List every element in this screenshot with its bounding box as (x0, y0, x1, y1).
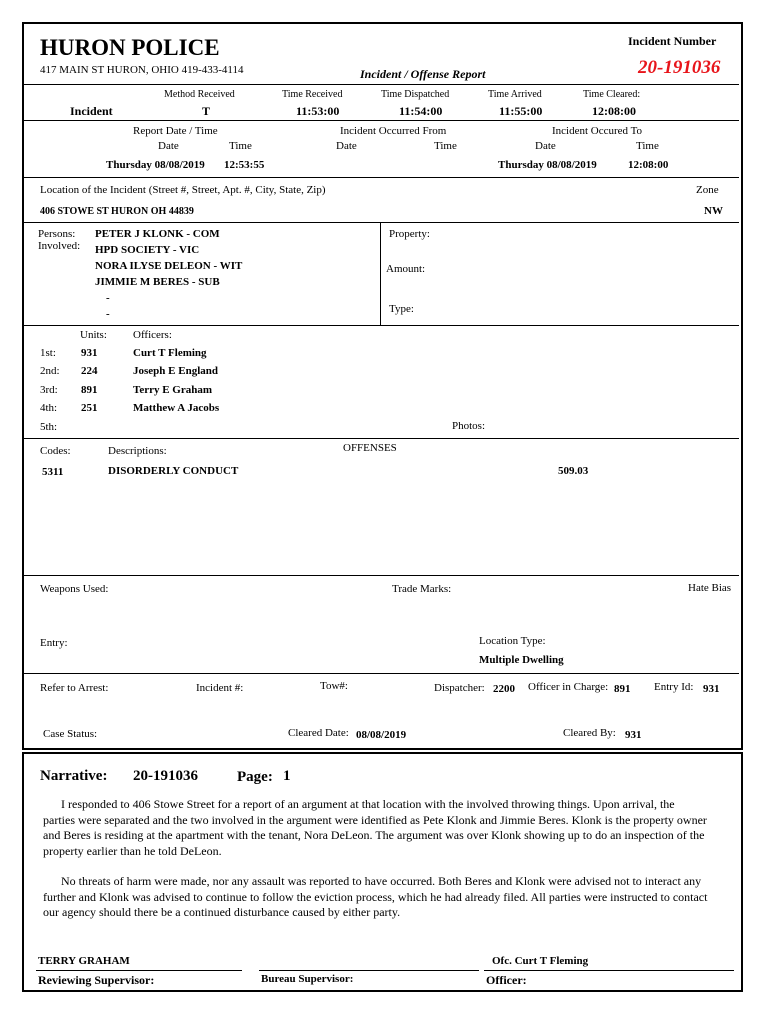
report-time: 12:53:55 (224, 159, 265, 171)
unit-number: 891 (81, 384, 98, 396)
agency-address: 417 MAIN ST HURON, OHIO 419-433-4114 (40, 64, 244, 76)
cleared-date-label: Cleared Date: (288, 727, 349, 739)
hate-bias-label: Hate Bias (688, 582, 732, 594)
to-date-col: Date (535, 140, 556, 152)
occurred-to-label: Incident Occured To (552, 125, 643, 137)
refer-to-arrest-label: Refer to Arrest: (40, 682, 109, 694)
offense-statute: 509.03 (558, 465, 589, 477)
to-date: Thursday 08/08/2019 (498, 159, 597, 171)
reviewing-supervisor-name: TERRY GRAHAM (38, 955, 130, 967)
time-received: 11:53:00 (296, 104, 340, 118)
unit-ordinal: 1st: (40, 347, 56, 359)
dispatcher-label: Dispatcher: (434, 682, 485, 694)
page-label: Page: (237, 769, 273, 785)
person-item: HPD SOCIETY - VIC (95, 244, 200, 256)
officer-name: Joseph E England (133, 365, 218, 377)
narrative-frame (22, 752, 743, 992)
report-date: Thursday 08/08/2019 (106, 159, 205, 171)
involved-label: Involved: (38, 240, 81, 252)
time-cleared: 12:08:00 (592, 104, 636, 118)
occurred-from-label: Incident Occurred From (340, 125, 447, 137)
offenses-title: OFFENSES (343, 442, 397, 454)
unit-ordinal: 5th: (40, 421, 58, 433)
person-item: JIMMIE M BERES - SUB (95, 276, 220, 288)
unit-number: 931 (81, 347, 98, 359)
officer-signature-name: Ofc. Curt T Fleming (492, 955, 589, 967)
officer-in-charge-value: 891 (614, 683, 631, 695)
descriptions-label: Descriptions: (108, 445, 167, 457)
report-date-label: Report Date / Time (133, 125, 218, 137)
photos-label: Photos: (452, 420, 486, 432)
officer-name: Terry E Graham (133, 384, 213, 396)
tow-label: Tow#: (320, 680, 348, 692)
narrative-paragraph: No threats of harm were made, nor any assault was reported to have occurred. Both Beres and Klonk were advised not to interact any further and Klonk was advised to continue to follow the eviction process, which he had already filed. All parties were instructed to contact our agency should there be a continued disturbance caused by either party. (43, 874, 708, 919)
dispatcher-value: 2200 (493, 683, 515, 695)
page-number: 1 (283, 768, 291, 784)
zone-label: Zone (696, 184, 719, 196)
to-time-col: Time (636, 140, 659, 152)
method-received: T (202, 104, 211, 118)
property-label: Property: (389, 228, 430, 240)
location-type: Multiple Dwelling (479, 654, 564, 666)
person-item: - (106, 308, 110, 320)
entry-id-value: 931 (703, 683, 720, 695)
officer-name: Matthew A Jacobs (133, 402, 220, 414)
entry-id-label: Entry Id: (654, 681, 694, 693)
narrative-number: 20-191036 (133, 768, 198, 784)
weapons-label: Weapons Used: (40, 583, 109, 595)
report-type: Incident / Offense Report (360, 67, 486, 81)
incident-number: 20-191036 (638, 57, 721, 78)
location-label: Location of the Incident (Street #, Street, Apt. #, City, State, Zip) (40, 184, 326, 196)
time-received-label: Time Received (282, 89, 343, 100)
time-cleared-label: Time Cleared: (583, 89, 641, 100)
codes-label: Codes: (40, 445, 71, 457)
time-arrived-label: Time Arrived (488, 89, 542, 100)
incident-no-label: Incident #: (196, 682, 244, 694)
amount-label: Amount: (386, 263, 426, 275)
unit-number: 224 (81, 365, 98, 377)
type-label: Type: (389, 303, 414, 315)
from-date-col: Date (336, 140, 357, 152)
incident-row-label: Incident (70, 104, 113, 118)
person-item: PETER J KLONK - COM (95, 228, 220, 240)
person-item: NORA ILYSE DELEON - WIT (95, 260, 243, 272)
cleared-by-value: 931 (625, 729, 642, 741)
narrative-label: Narrative: (40, 768, 108, 784)
unit-ordinal: 2nd: (40, 365, 60, 377)
report-time-col: Time (229, 140, 252, 152)
entry-label: Entry: (40, 637, 68, 649)
unit-ordinal: 3rd: (40, 384, 58, 396)
location-type-label: Location Type: (479, 635, 546, 647)
bureau-supervisor-label: Bureau Supervisor: (261, 973, 354, 985)
officers-label: Officers: (133, 329, 172, 341)
location-value: 406 STOWE ST HURON OH 44839 (40, 206, 194, 217)
reviewing-supervisor-label: Reviewing Supervisor: (38, 973, 155, 987)
person-item: - (106, 292, 110, 304)
trade-marks-label: Trade Marks: (392, 583, 452, 595)
to-time: 12:08:00 (628, 159, 669, 171)
narrative-paragraph: I responded to 406 Stowe Street for a report of an argument at that location with the involved throwing things. Upon arrival, the parties were separated and the two involved in the argument were identified as Pete Klonk and Jimmie Beres. Klonk is the property owner and Beres is residing at the apartment with the tenant, Nora DeLeon. The argument was over Klonk showing up to do an inspection of the property earlier than he told DeLeon. (43, 797, 707, 858)
zone-value: NW (704, 205, 723, 217)
agency-name: HURON POLICE (40, 35, 220, 60)
units-label: Units: (80, 329, 107, 341)
unit-ordinal: 4th: (40, 402, 58, 414)
unit-number: 251 (81, 402, 98, 414)
incident-number-label: Incident Number (628, 34, 717, 48)
time-dispatched-label: Time Dispatched (381, 89, 450, 100)
offense-description: DISORDERLY CONDUCT (108, 465, 239, 477)
officer-name: Curt T Fleming (133, 347, 207, 359)
case-status-label: Case Status: (43, 728, 98, 740)
offense-code: 5311 (42, 466, 64, 478)
time-arrived: 11:55:00 (499, 104, 543, 118)
officer-signature-label: Officer: (486, 973, 527, 987)
report-date-col: Date (158, 140, 179, 152)
cleared-date-value: 08/08/2019 (356, 729, 407, 741)
from-time-col: Time (434, 140, 457, 152)
method-received-label: Method Received (164, 89, 235, 100)
persons-label: Persons: (38, 228, 76, 240)
cleared-by-label: Cleared By: (563, 727, 616, 739)
time-dispatched: 11:54:00 (399, 104, 443, 118)
officer-in-charge-label: Officer in Charge: (528, 681, 609, 693)
